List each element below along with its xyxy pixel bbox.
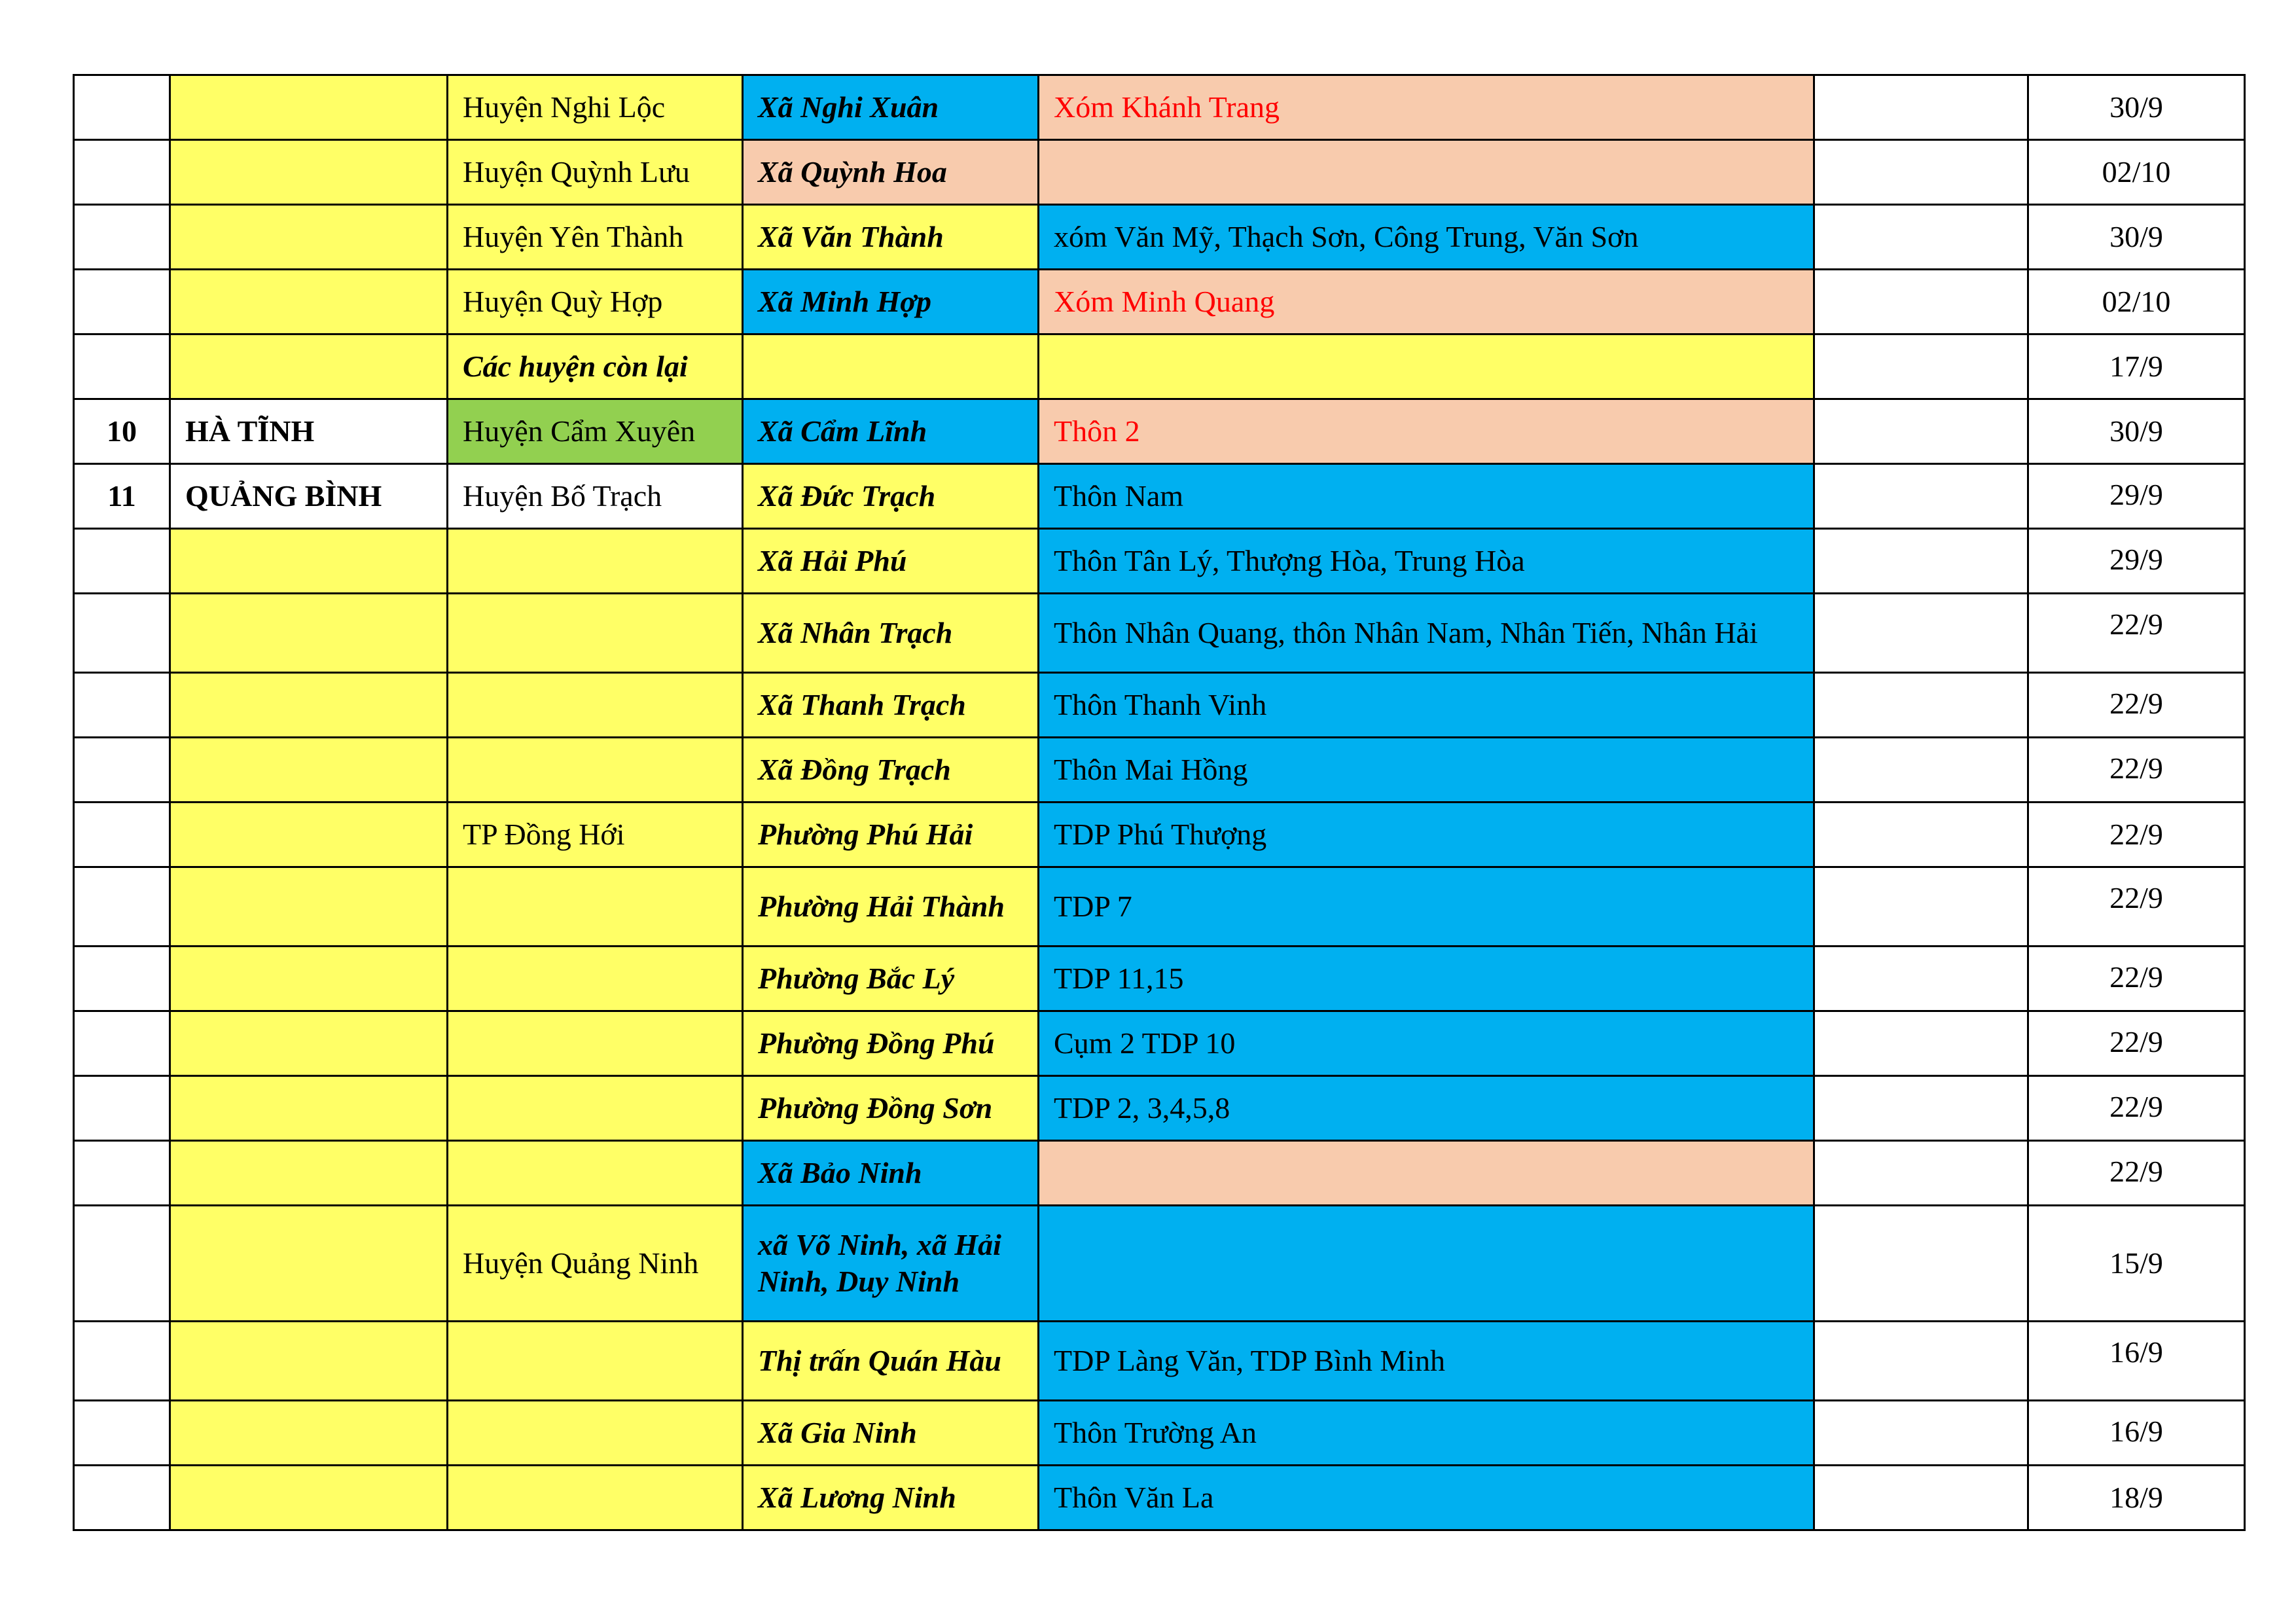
commune-cell: Xã Nghi Xuân <box>743 75 1039 140</box>
row-number-cell <box>74 867 170 947</box>
commune-cell: Xã Cẩm Lĩnh <box>743 399 1039 464</box>
commune-cell: Phường Đồng Sơn <box>743 1076 1039 1141</box>
table-row <box>74 1206 2245 1322</box>
district-cell <box>448 1011 743 1076</box>
commune-cell: Xã Nhân Trạch <box>743 594 1039 673</box>
commune-cell: Xã Đồng Trạch <box>743 738 1039 803</box>
province-cell <box>170 140 448 205</box>
note-cell <box>1814 803 2028 867</box>
province-cell <box>170 1141 448 1206</box>
note-cell <box>1814 1466 2028 1530</box>
row-number-cell: 11 <box>74 464 170 529</box>
district-cell: TP Đồng Hới <box>448 803 743 867</box>
note-cell <box>1814 334 2028 399</box>
province-cell <box>170 738 448 803</box>
village-cell: Thôn 2 <box>1039 399 1814 464</box>
village-cell: Thôn Thanh Vinh <box>1039 673 1814 738</box>
district-cell <box>448 529 743 594</box>
date-cell: 22/9 <box>2028 594 2245 673</box>
date-cell: 02/10 <box>2028 140 2245 205</box>
commune-cell: Phường Hải Thành <box>743 867 1039 947</box>
commune-cell: xã Võ Ninh, xã Hải Ninh, Duy Ninh <box>743 1206 1039 1322</box>
table-row <box>74 867 2245 947</box>
table-row <box>74 594 2245 673</box>
district-cell: Huyện Quỳ Hợp <box>448 270 743 334</box>
district-cell <box>448 738 743 803</box>
note-cell <box>1814 1011 2028 1076</box>
province-cell <box>170 1401 448 1466</box>
table-body <box>74 75 2245 1530</box>
note-cell <box>1814 464 2028 529</box>
village-cell: xóm Văn Mỹ, Thạch Sơn, Công Trung, Văn Sơn <box>1039 205 1814 270</box>
date-cell: 30/9 <box>2028 399 2245 464</box>
province-cell <box>170 1206 448 1322</box>
district-cell <box>448 594 743 673</box>
district-cell <box>448 1076 743 1141</box>
commune-cell: Phường Bắc Lý <box>743 947 1039 1011</box>
row-number-cell <box>74 205 170 270</box>
village-cell <box>1039 334 1814 399</box>
district-cell: Các huyện còn lại <box>448 334 743 399</box>
table-row <box>74 334 2245 399</box>
row-number-cell <box>74 1466 170 1530</box>
row-number-cell <box>74 1401 170 1466</box>
row-number-cell <box>74 1141 170 1206</box>
district-cell: Huyện Bố Trạch <box>448 464 743 529</box>
row-number-cell <box>74 75 170 140</box>
province-cell <box>170 1466 448 1530</box>
district-cell <box>448 867 743 947</box>
village-cell <box>1039 1141 1814 1206</box>
village-cell: Thôn Trường An <box>1039 1401 1814 1466</box>
note-cell <box>1814 529 2028 594</box>
date-cell: 22/9 <box>2028 867 2245 947</box>
date-cell: 15/9 <box>2028 1206 2245 1322</box>
village-cell: TDP 11,15 <box>1039 947 1814 1011</box>
table-row <box>74 270 2245 334</box>
row-number-cell <box>74 334 170 399</box>
table-row <box>74 529 2245 594</box>
date-cell: 22/9 <box>2028 803 2245 867</box>
table-row <box>74 1141 2245 1206</box>
note-cell <box>1814 867 2028 947</box>
table-row <box>74 399 2245 464</box>
row-number-cell <box>74 673 170 738</box>
table-row <box>74 205 2245 270</box>
note-cell <box>1814 594 2028 673</box>
table-row <box>74 1076 2245 1141</box>
district-cell <box>448 1141 743 1206</box>
table-row <box>74 803 2245 867</box>
village-cell: Xóm Khánh Trang <box>1039 75 1814 140</box>
row-number-cell <box>74 947 170 1011</box>
row-number-cell <box>74 270 170 334</box>
note-cell <box>1814 1322 2028 1401</box>
date-cell: 22/9 <box>2028 673 2245 738</box>
note-cell <box>1814 399 2028 464</box>
table-row <box>74 140 2245 205</box>
table-row <box>74 1401 2245 1466</box>
row-number-cell <box>74 1206 170 1322</box>
row-number-cell: 10 <box>74 399 170 464</box>
date-cell: 17/9 <box>2028 334 2245 399</box>
date-cell: 22/9 <box>2028 738 2245 803</box>
row-number-cell <box>74 140 170 205</box>
note-cell <box>1814 1141 2028 1206</box>
date-cell: 22/9 <box>2028 947 2245 1011</box>
village-cell: Thôn Nam <box>1039 464 1814 529</box>
table-row <box>74 1011 2245 1076</box>
village-cell: TDP 2, 3,4,5,8 <box>1039 1076 1814 1141</box>
village-cell: Xóm Minh Quang <box>1039 270 1814 334</box>
table-row <box>74 464 2245 529</box>
table-row <box>74 947 2245 1011</box>
district-cell: Huyện Nghi Lộc <box>448 75 743 140</box>
commune-cell: Xã Minh Hợp <box>743 270 1039 334</box>
village-cell: TDP Phú Thượng <box>1039 803 1814 867</box>
village-cell: Thôn Văn La <box>1039 1466 1814 1530</box>
table-row <box>74 1466 2245 1530</box>
row-number-cell <box>74 1076 170 1141</box>
commune-cell: Phường Đồng Phú <box>743 1011 1039 1076</box>
date-cell: 22/9 <box>2028 1076 2245 1141</box>
district-cell <box>448 1466 743 1530</box>
district-cell: Huyện Yên Thành <box>448 205 743 270</box>
district-cell <box>448 947 743 1011</box>
commune-cell: Thị trấn Quán Hàu <box>743 1322 1039 1401</box>
district-cell <box>448 1401 743 1466</box>
village-cell <box>1039 140 1814 205</box>
date-cell: 18/9 <box>2028 1466 2245 1530</box>
commune-cell: Xã Đức Trạch <box>743 464 1039 529</box>
note-cell <box>1814 738 2028 803</box>
district-cell: Huyện Quảng Ninh <box>448 1206 743 1322</box>
date-cell: 22/9 <box>2028 1011 2245 1076</box>
date-cell: 29/9 <box>2028 529 2245 594</box>
note-cell <box>1814 1401 2028 1466</box>
note-cell <box>1814 140 2028 205</box>
row-number-cell <box>74 1011 170 1076</box>
commune-cell: Xã Lương Ninh <box>743 1466 1039 1530</box>
province-cell <box>170 270 448 334</box>
commune-cell: Xã Văn Thành <box>743 205 1039 270</box>
locality-table <box>73 74 2246 1531</box>
row-number-cell <box>74 738 170 803</box>
village-cell: Thôn Nhân Quang, thôn Nhân Nam, Nhân Tiến, Nhân Hải <box>1039 594 1814 673</box>
row-number-cell <box>74 803 170 867</box>
province-cell <box>170 1322 448 1401</box>
date-cell: 02/10 <box>2028 270 2245 334</box>
commune-cell: Xã Bảo Ninh <box>743 1141 1039 1206</box>
province-cell <box>170 334 448 399</box>
district-cell <box>448 1322 743 1401</box>
province-cell <box>170 803 448 867</box>
table-row <box>74 1322 2245 1401</box>
commune-cell: Xã Quỳnh Hoa <box>743 140 1039 205</box>
village-cell: Cụm 2 TDP 10 <box>1039 1011 1814 1076</box>
date-cell: 22/9 <box>2028 1141 2245 1206</box>
row-number-cell <box>74 1322 170 1401</box>
district-cell: Huyện Quỳnh Lưu <box>448 140 743 205</box>
village-cell: Thôn Mai Hồng <box>1039 738 1814 803</box>
note-cell <box>1814 1076 2028 1141</box>
date-cell: 16/9 <box>2028 1401 2245 1466</box>
province-cell <box>170 673 448 738</box>
province-cell <box>170 947 448 1011</box>
province-cell: QUẢNG BÌNH <box>170 464 448 529</box>
province-cell <box>170 594 448 673</box>
commune-cell: Xã Hải Phú <box>743 529 1039 594</box>
row-number-cell <box>74 594 170 673</box>
note-cell <box>1814 75 2028 140</box>
commune-cell <box>743 334 1039 399</box>
date-cell: 30/9 <box>2028 205 2245 270</box>
date-cell: 29/9 <box>2028 464 2245 529</box>
province-cell: HÀ TĨNH <box>170 399 448 464</box>
table-row <box>74 673 2245 738</box>
district-cell <box>448 673 743 738</box>
district-cell: Huyện Cẩm Xuyên <box>448 399 743 464</box>
village-cell: TDP Làng Văn, TDP Bình Minh <box>1039 1322 1814 1401</box>
note-cell <box>1814 1206 2028 1322</box>
note-cell <box>1814 270 2028 334</box>
commune-cell: Phường Phú Hải <box>743 803 1039 867</box>
province-cell <box>170 529 448 594</box>
province-cell <box>170 1011 448 1076</box>
province-cell <box>170 867 448 947</box>
table-row <box>74 75 2245 140</box>
note-cell <box>1814 947 2028 1011</box>
date-cell: 30/9 <box>2028 75 2245 140</box>
province-cell <box>170 205 448 270</box>
note-cell <box>1814 205 2028 270</box>
date-cell: 16/9 <box>2028 1322 2245 1401</box>
village-cell <box>1039 1206 1814 1322</box>
village-cell: Thôn Tân Lý, Thượng Hòa, Trung Hòa <box>1039 529 1814 594</box>
province-cell <box>170 1076 448 1141</box>
note-cell <box>1814 673 2028 738</box>
province-cell <box>170 75 448 140</box>
commune-cell: Xã Gia Ninh <box>743 1401 1039 1466</box>
table-row <box>74 738 2245 803</box>
village-cell: TDP 7 <box>1039 867 1814 947</box>
commune-cell: Xã Thanh Trạch <box>743 673 1039 738</box>
row-number-cell <box>74 529 170 594</box>
